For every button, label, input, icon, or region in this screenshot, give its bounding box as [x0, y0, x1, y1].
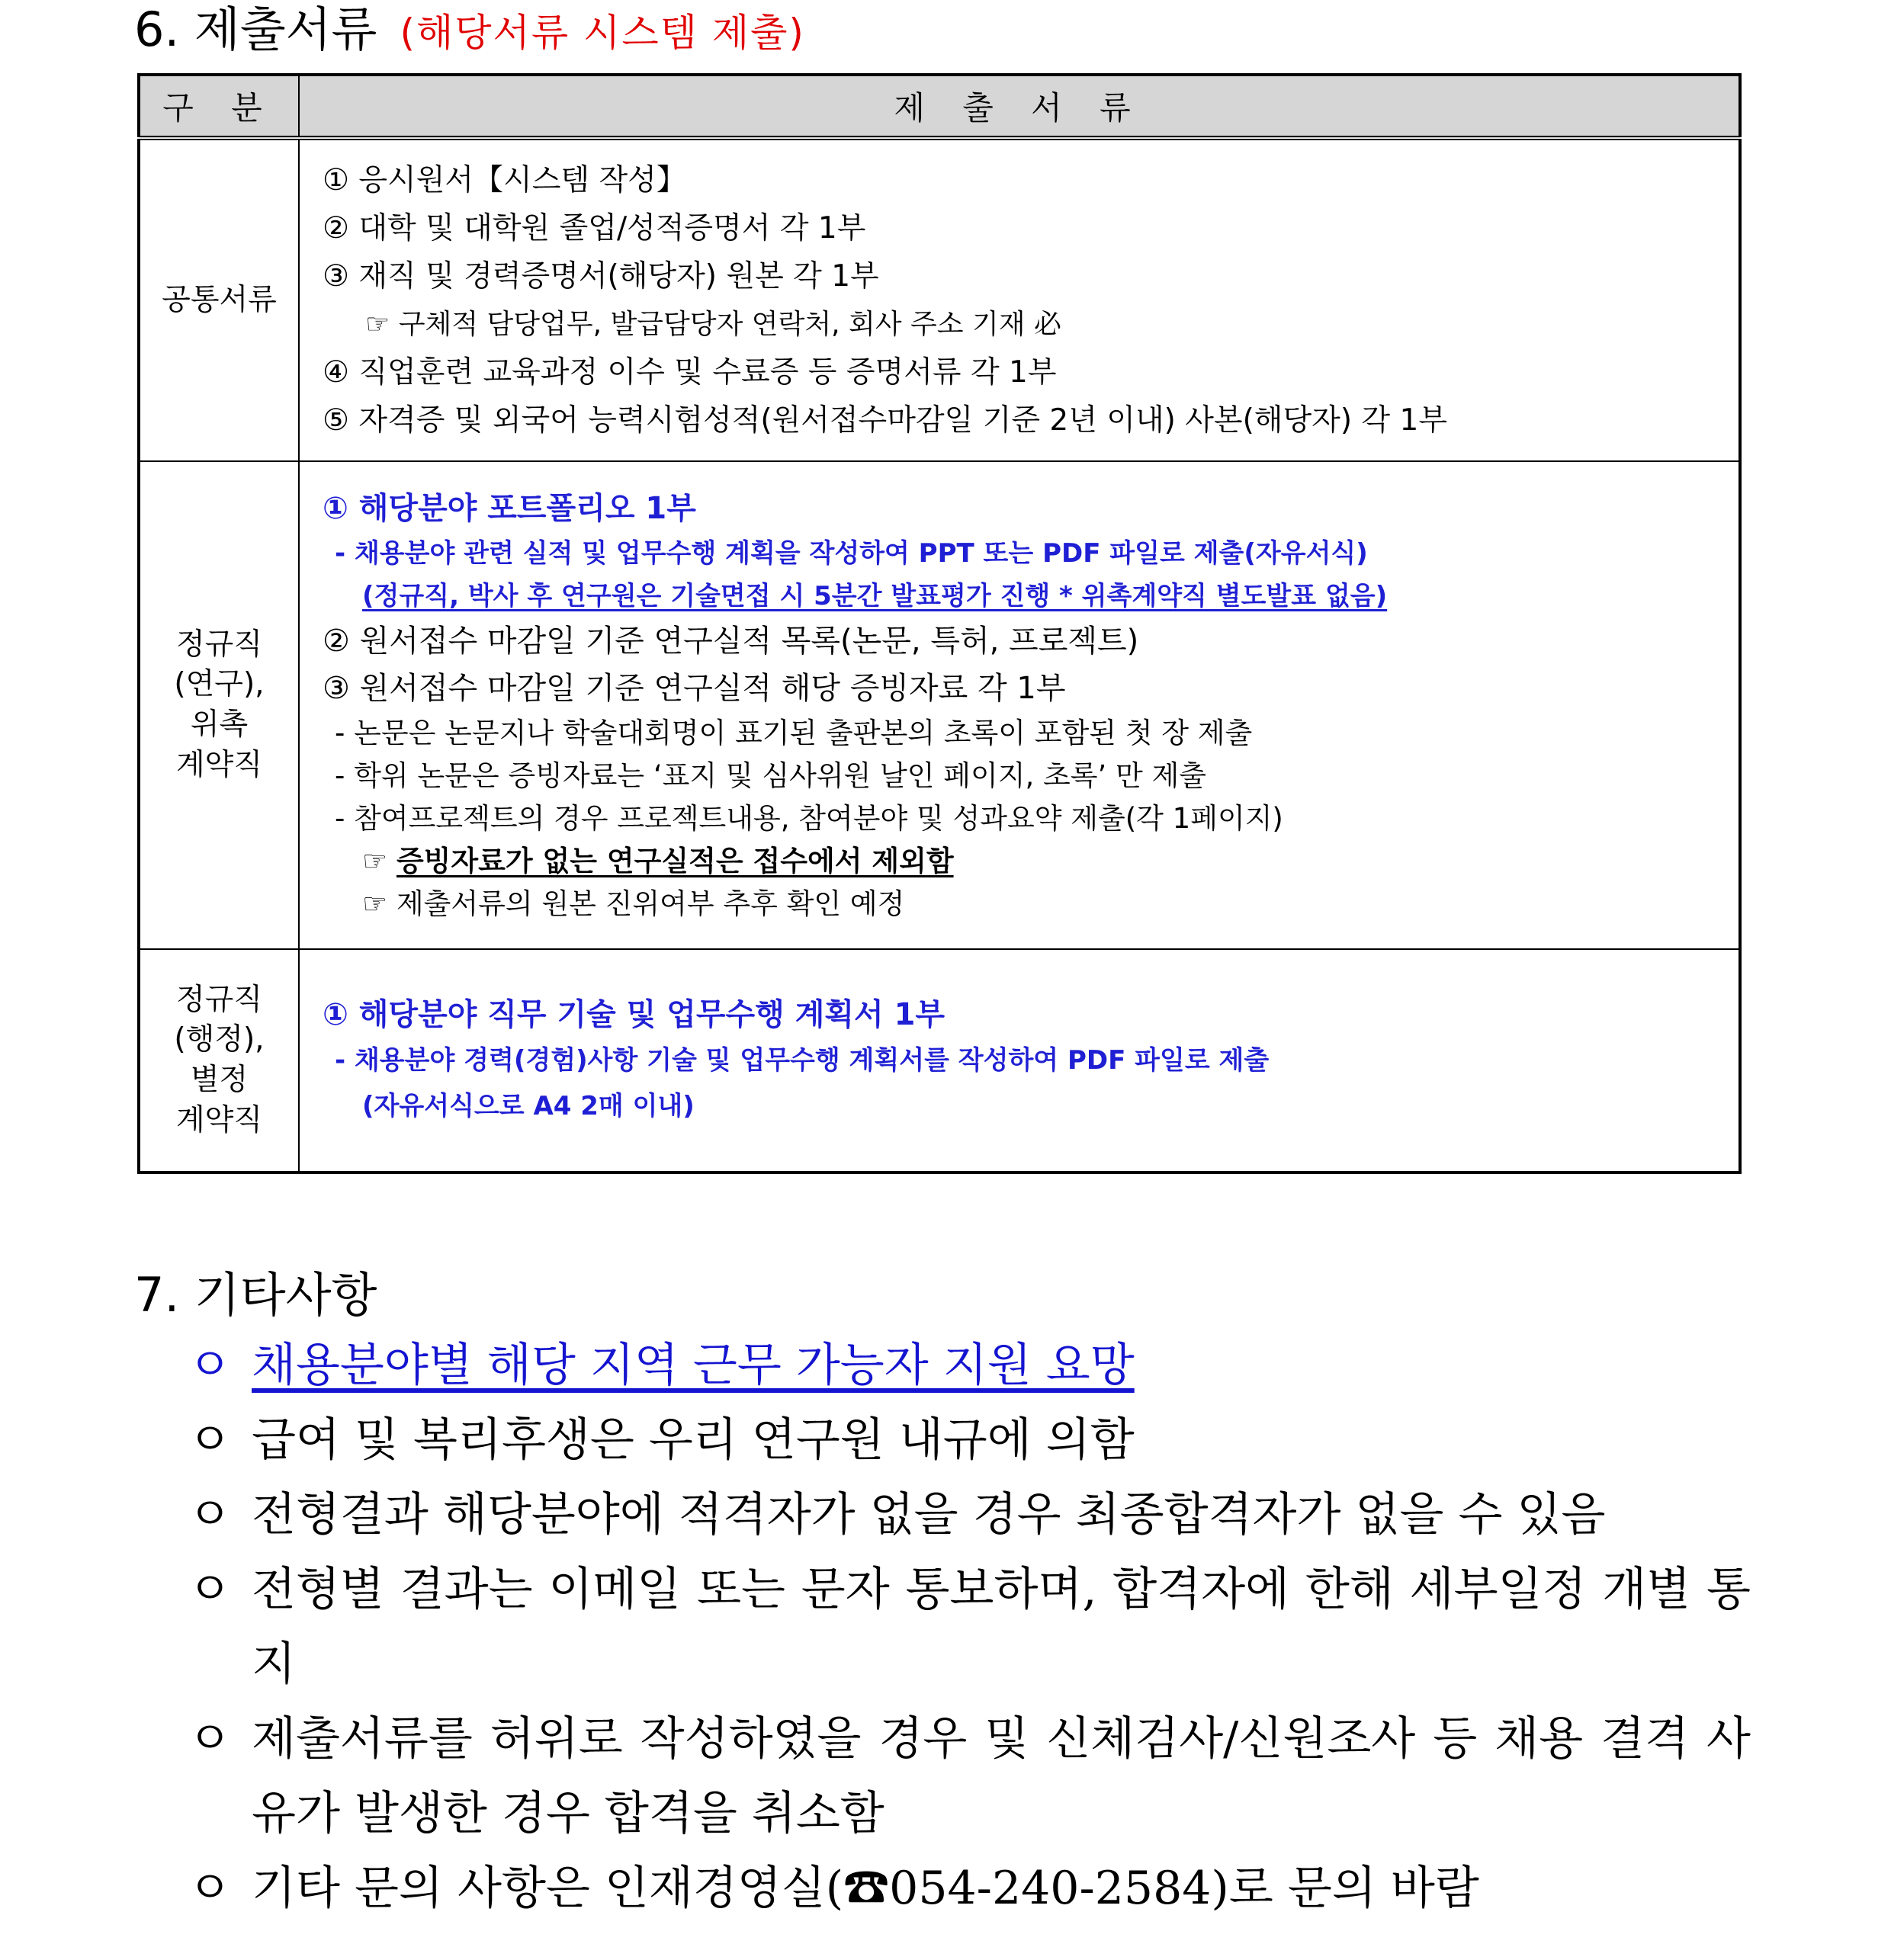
research-exclusion-note: 증빙자료가 없는 연구실적은 접수에서 제외함	[396, 845, 954, 877]
category-admin-line-2: (행정),	[174, 1022, 265, 1057]
section-6-heading: 6. 제출서류	[134, 2, 377, 57]
common-item-3-note: ☞ 구체적 담당업무, 발급담당자 연락처, 회사 주소 기재 必	[365, 309, 1062, 340]
research-item-3-dash-2: - 학위 논문은 증빙자료는 ‘표지 및 심사위원 날인 페이지, 초록’ 만 제출	[335, 759, 1207, 792]
category-research-line-1: 정규직	[175, 627, 263, 662]
research-item-3: ③ 원서접수 마감일 기준 연구실적 해당 증빙자료 각 1부	[323, 671, 1066, 706]
category-admin	[139, 949, 299, 1172]
list-item	[188, 1552, 1751, 1702]
research-item-3-dash-1: - 논문은 논문지나 학술대회명이 표기된 출판본의 초록이 포함된 첫 장 제출	[335, 717, 1253, 749]
section-7-title: 7. 기타사항	[134, 1267, 377, 1323]
circle-bullet-icon: ㅇ	[188, 1413, 232, 1467]
category-admin-line-4: 계약직	[175, 1102, 263, 1137]
header-category: 구 분	[139, 75, 299, 138]
research-item-2: ② 원서접수 마감일 기준 연구실적 목록(논문, 특허, 프로젝트)	[323, 624, 1139, 659]
common-item-1: ① 응시원서【시스템 작성】	[323, 163, 686, 197]
research-item-3-dash-3: - 참여프로젝트의 경우 프로젝트내용, 참여분야 및 성과요약 제출(각 1페이지)	[335, 802, 1283, 835]
table-header-row	[139, 75, 1740, 138]
list-item	[188, 1328, 1751, 1403]
admin-item-1-format: (자유서식으로 A4 2매 이내)	[362, 1091, 695, 1121]
note-text: 제출서류를 허위로 작성하였을 경우 및 신체검사/신원조사 등 채용 결격 사유가 발생한 경우 합격을 취소함	[252, 1712, 1751, 1840]
category-research-line-4: 계약직	[175, 747, 263, 782]
table-row-research	[139, 461, 1740, 949]
category-research-line-2: (연구),	[174, 667, 265, 702]
common-item-3: ③ 재직 및 경력증명서(해당자) 원본 각 1부	[323, 259, 879, 294]
list-item	[188, 1477, 1751, 1552]
common-item-4: ④ 직업훈련 교육과정 이수 및 수료증 등 증명서류 각 1부	[323, 355, 1057, 390]
category-research-line-3: 위촉	[190, 707, 249, 742]
category-admin-line-3: 별정	[190, 1063, 249, 1097]
table-row-common	[139, 138, 1740, 461]
section-6-title	[134, 2, 805, 57]
list-item	[188, 1702, 1751, 1851]
circle-bullet-icon: ㅇ	[188, 1862, 232, 1915]
list-item	[188, 1403, 1751, 1477]
category-admin-line-1: 정규직	[175, 982, 263, 1017]
note-text: 전형결과 해당분야에 적격자가 없을 경우 최종합격자가 없을 수 있음	[252, 1488, 1606, 1541]
research-documents	[299, 461, 1740, 949]
section-6-subtitle: (해당서류 시스템 제출)	[400, 11, 805, 55]
common-item-5: ⑤ 자격증 및 외국어 능력시험성적(원서접수마감일 기준 2년 이내) 사본(해당자) 각 1부	[323, 403, 1447, 438]
research-item-1-detail: - 채용분야 관련 실적 및 업무수행 계획을 작성하여 PPT 또는 PDF 파일로 제출(자유서식)	[335, 538, 1368, 569]
list-item	[188, 1851, 1751, 1926]
common-documents	[299, 138, 1740, 461]
pointing-hand-icon: ☞	[362, 845, 388, 877]
research-item-1: ① 해당분야 포트폴리오 1부	[323, 491, 696, 526]
circle-bullet-icon: ㅇ	[188, 1712, 232, 1766]
circle-bullet-icon: ㅇ	[188, 1339, 232, 1392]
admin-item-1: ① 해당분야 직무 기술 및 업무수행 계획서 1부	[323, 997, 946, 1032]
note-text: 급여 및 복리후생은 우리 연구원 내규에 의함	[252, 1413, 1135, 1467]
table-row-admin	[139, 949, 1740, 1172]
common-item-2: ② 대학 및 대학원 졸업/성적증명서 각 1부	[323, 211, 866, 245]
research-item-1-presentation-note: (정규직, 박사 후 연구원은 기술면접 시 5분간 발표평가 진행 * 위촉계약직 별도발표 없음)	[362, 581, 1388, 611]
header-documents: 제 출 서 류	[299, 75, 1740, 138]
category-common: 공통서류	[139, 138, 299, 461]
note-text: 전형별 결과는 이메일 또는 문자 통보하며, 합격자에 한해 세부일정 개별 통지	[252, 1563, 1751, 1691]
admin-item-1-detail: - 채용분야 경력(경험)사항 기술 및 업무수행 계획서를 작성하여 PDF 파일로 제출	[335, 1045, 1270, 1076]
required-documents-table	[137, 73, 1742, 1174]
admin-documents	[299, 949, 1740, 1172]
category-research	[139, 461, 299, 949]
circle-bullet-icon: ㅇ	[188, 1488, 232, 1541]
research-verification-note: ☞ 제출서류의 원본 진위여부 추후 확인 예정	[362, 887, 905, 920]
note-text: 채용분야별 해당 지역 근무 가능자 지원 요망	[252, 1339, 1135, 1392]
other-notes-list	[188, 1328, 1751, 1926]
circle-bullet-icon: ㅇ	[188, 1563, 232, 1616]
note-text: 기타 문의 사항은 인재경영실(☎054-240-2584)로 문의 바람	[252, 1862, 1479, 1915]
